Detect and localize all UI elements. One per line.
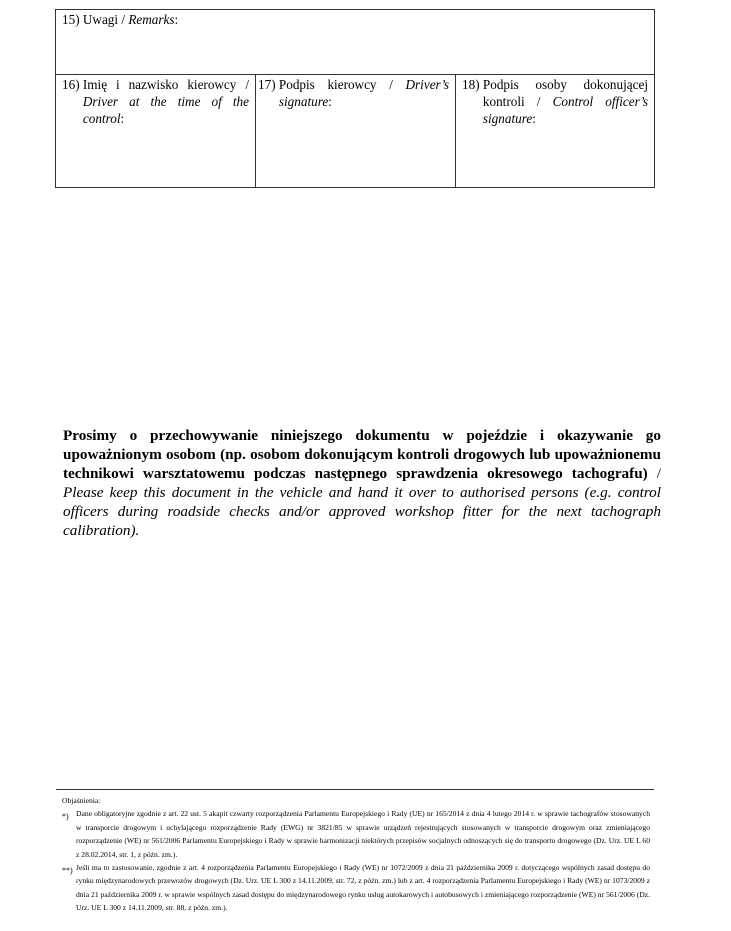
- field-label-en: Driver at the time of the control: [82, 94, 249, 126]
- field-label-pl: Podpis osoby dokonującej kontroli: [482, 77, 649, 109]
- notice-text-pl: Prosimy o przechowywanie niniejszego dokumentu w pojeździe i okazywanie go upoważnionym osobom (np. osobom dokonującym kontroli drogowych lub upoważnionemu technikowi warsztatowemu podczas następnego sprawdzenia okresowego tachografu): [63, 427, 661, 482]
- footnote-divider: [56, 789, 654, 790]
- driver-name-field[interactable]: 16) Imię i nazwisko kierowcy / Driver at the time of the control:: [56, 75, 256, 188]
- field-label-pl: Podpis kierowcy: [278, 77, 377, 92]
- footnote-item: [62, 861, 650, 915]
- field-label-en: Driver’s signature: [278, 77, 449, 109]
- field-number: 16): [62, 77, 80, 92]
- footnote-mark: *): [62, 812, 69, 822]
- field-label-en: Remarks: [128, 12, 175, 27]
- field-number: 18): [462, 77, 480, 92]
- footnote-text: Jeśli ma to zastosowanie, zgodnie z art. 4 rozporządzenia Parlamentu Europejskiego i Rady (WE) nr 1072/2009 z dnia 21 października 2009 r. dotyczącego wspólnych zasad dostępu do rynku międzynarodowych przewozów drogowych (Dz. Urz. UE L 300 z 14.11.2009, str. 72, z późn. zm.) lub z art. 4 rozporządzenia Parlamentu Europejskiego i Rady (WE) nr 1073/2009 z dnia 21 października 2009 r. w sprawie wspólnych zasad dostępu do międzynarodowego rynku usług autokarowych i autobusowych i zmieniającego rozporządzenie (WE) nr 561/2006 (Dz. Urz. UE L 300 z 14.11.2009, str. 88, z późn. zm.).: [76, 863, 650, 913]
- notice-text-en: Please keep this document in the vehicle and hand it over to authorised persons (e.g. control officers during roadside checks and/or approved workshop fitter for the next tachograph calibration).: [63, 484, 661, 539]
- footnotes: [62, 794, 650, 915]
- notice-separator: /: [647, 465, 661, 482]
- field-number: 17): [258, 77, 276, 92]
- field-label-en: Control officer’s signature: [482, 94, 649, 126]
- keep-document-notice: [63, 426, 661, 540]
- field-number: 15): [62, 12, 80, 27]
- control-form-table: [55, 9, 655, 188]
- footnotes-heading: Objaśnienia:: [62, 796, 101, 805]
- footnote-mark: **): [62, 866, 73, 876]
- field-label-pl: Uwagi: [82, 12, 119, 27]
- footnote-item: [62, 807, 650, 861]
- footnote-text: Dane obligatoryjne zgodnie z art. 22 ust. 5 akapit czwarty rozporządzenia Parlamentu Europejskiego i Rady (UE) nr 165/2014 z dnia 4 lutego 2014 r. w sprawie tachografów stosowanych w transporcie drogowym i uchylającego rozporządzenie Rady (EWG) nr 3821/85 w sprawie urządzeń rejestrujących stosowanych w transporcie drogowym oraz zmieniającego rozporządzenie (WE) nr 561/2006 Parlamentu Europejskiego i Rady w sprawie harmonizacji niektórych przepisów socjalnych odnoszących się do transportu drogowego (Dz. Urz. UE L 60 z 28.02.2014, str. 1, z późn. zm.).: [76, 809, 650, 859]
- officer-signature-field[interactable]: 18) Podpis osoby dokonującej kontroli / Control officer’s signature:: [456, 75, 655, 188]
- remarks-field[interactable]: 15) Uwagi / Remarks:: [56, 10, 655, 75]
- field-label-pl: Imię i nazwisko kierowcy: [82, 77, 237, 92]
- driver-signature-field[interactable]: 17) Podpis kierowcy / Driver’s signature:: [256, 75, 456, 188]
